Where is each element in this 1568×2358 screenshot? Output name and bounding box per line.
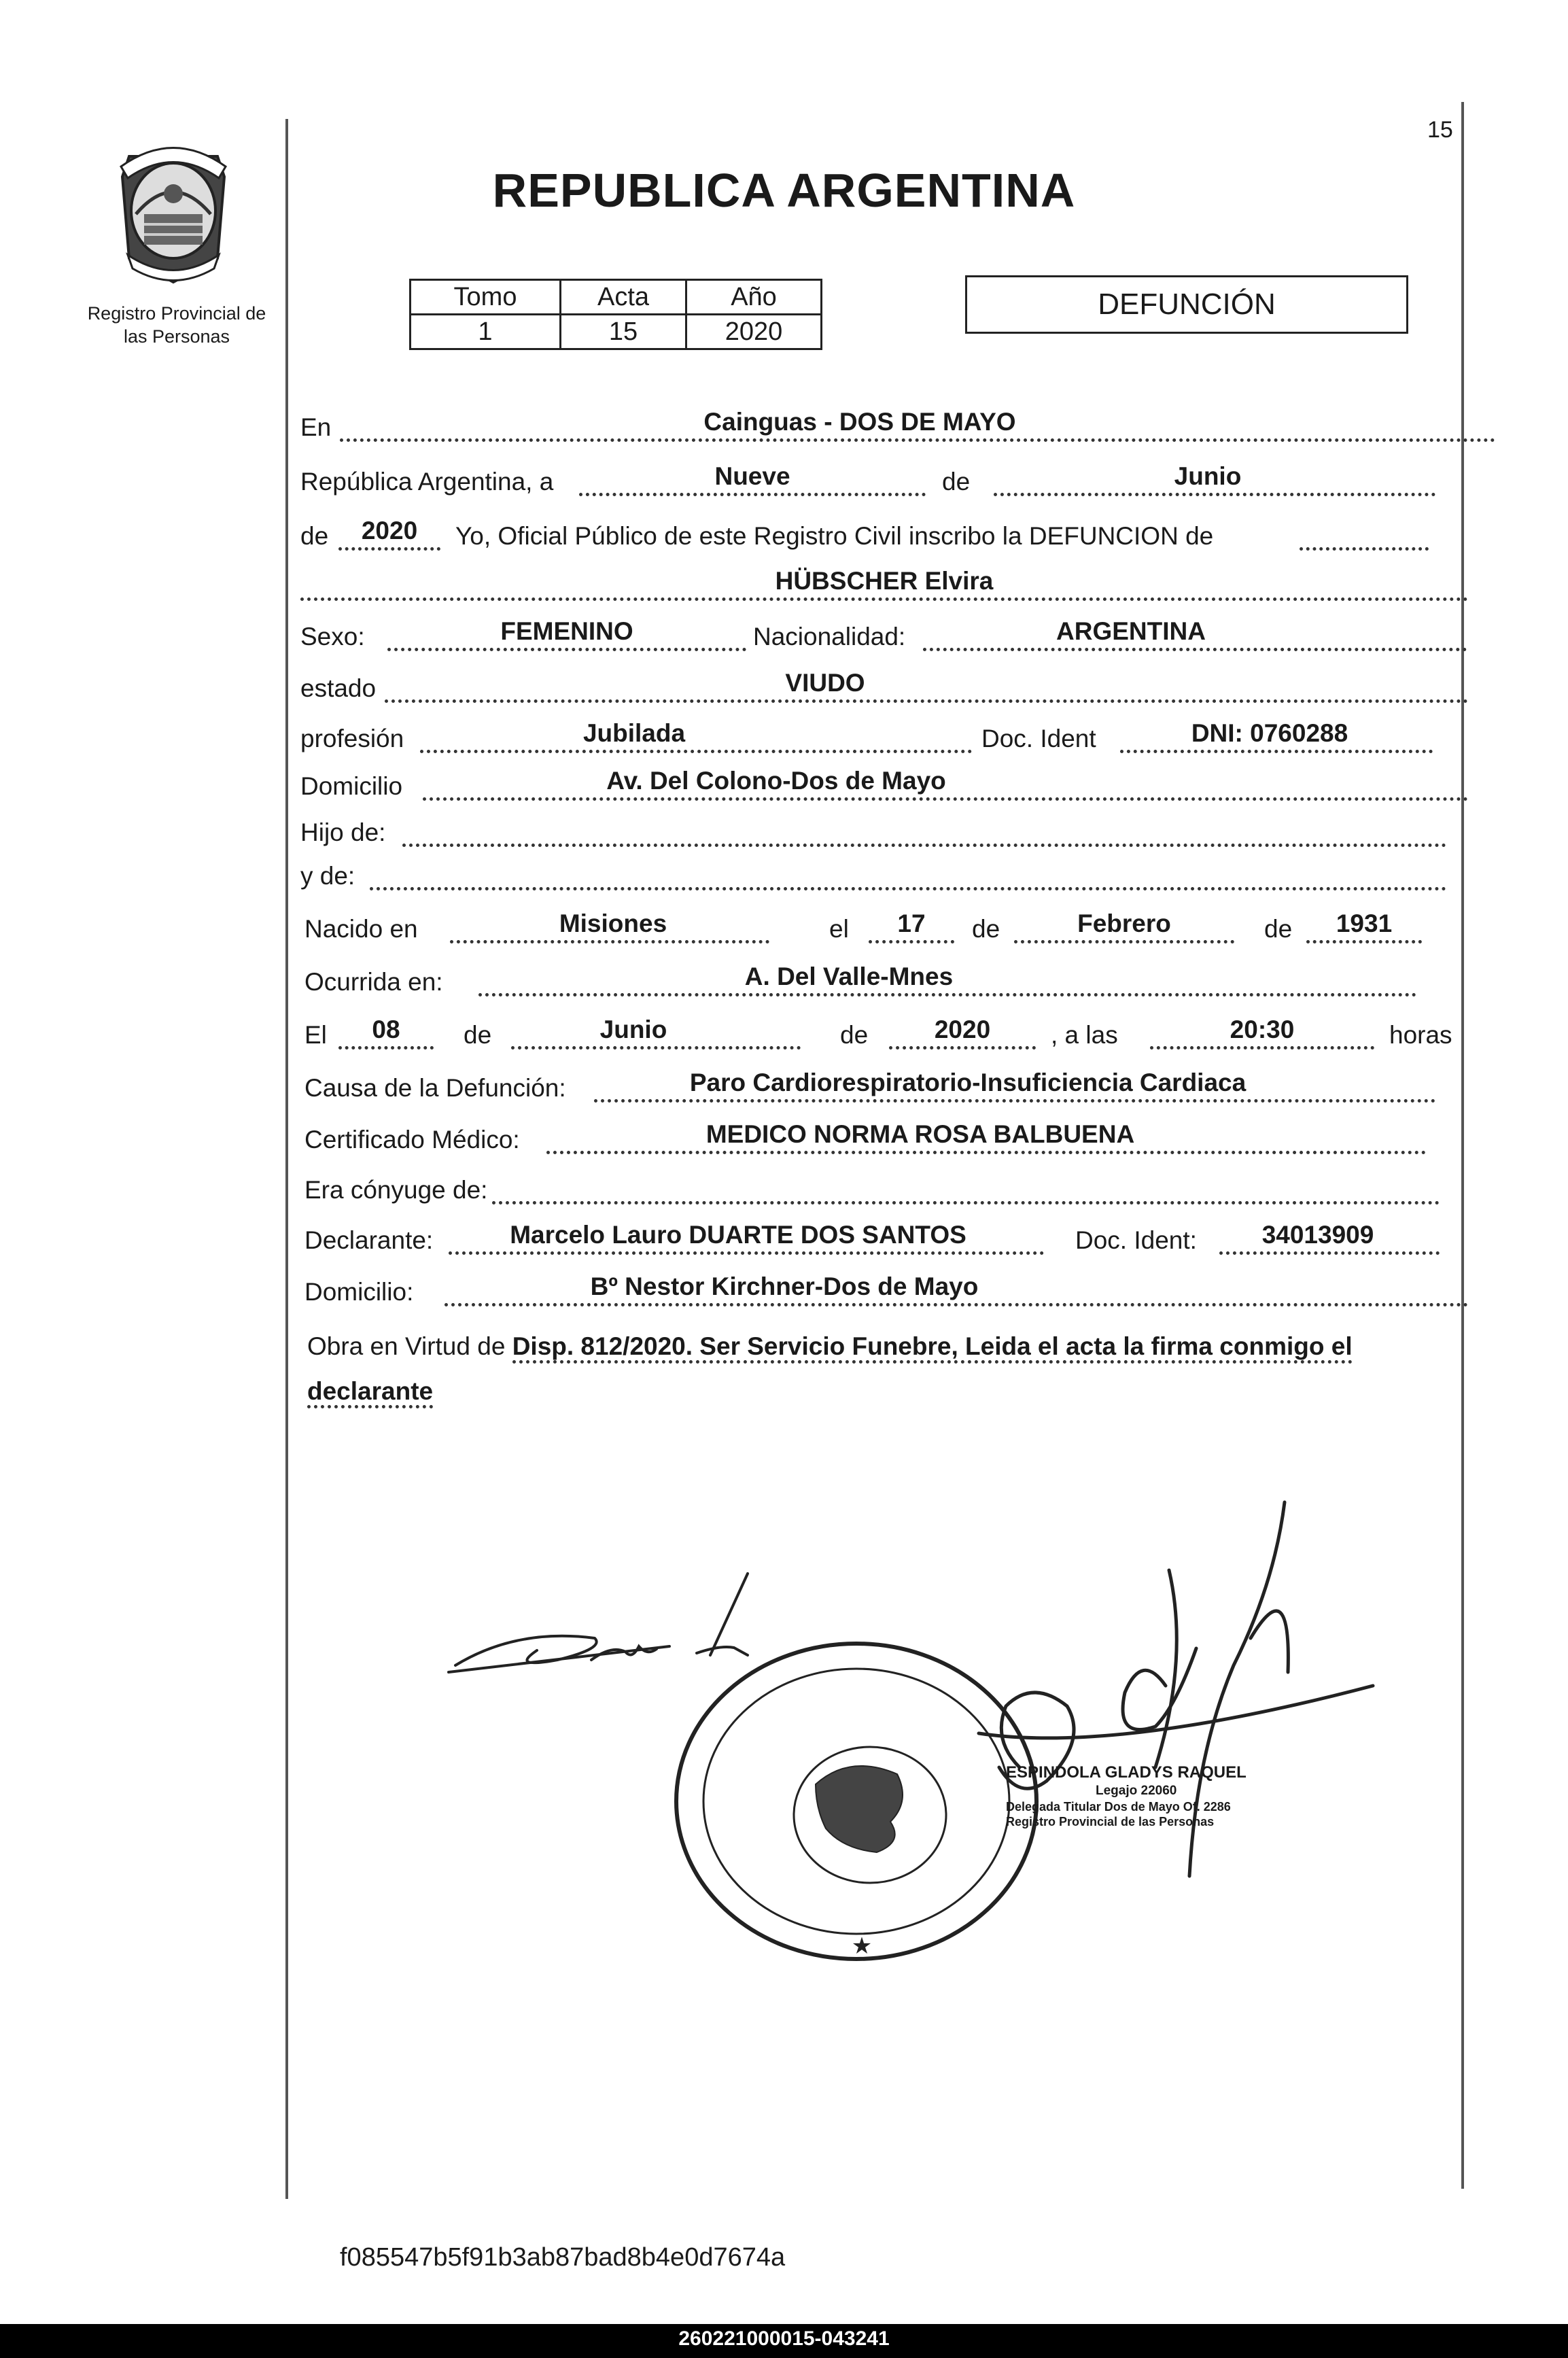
row-hijo: [300, 810, 1468, 851]
official-title: Delegada Titular Dos de Mayo Of. 2286: [1006, 1800, 1231, 1814]
nacido-dia-value: 17: [897, 909, 926, 937]
row-ocurrida: [300, 960, 1468, 1001]
declarant-signature: [449, 1574, 748, 1672]
row-causa: [300, 1066, 1468, 1107]
tomo-value: 1: [411, 315, 561, 349]
row-domicilio-declarante: [300, 1270, 1468, 1311]
registry-caption-line-2: las Personas: [123, 326, 230, 347]
el-upper-label: El: [304, 1021, 327, 1049]
estado-value: VIUDO: [785, 669, 865, 697]
official-registry: Registro Provincial de las Personas: [1006, 1815, 1215, 1828]
row-fecha: [300, 460, 1468, 500]
anio-value-text: 2020: [361, 517, 418, 544]
def-dia-value: 08: [372, 1016, 400, 1043]
certificado-value: MEDICO NORMA ROSA BALBUENA: [705, 1120, 1135, 1148]
republica-label: República Argentina, a: [300, 468, 554, 496]
row-conyuge: [300, 1168, 1468, 1209]
acta-header: Acta: [561, 280, 686, 315]
doc-value: DNI: 0760288: [1191, 719, 1348, 747]
nombre-value: HÜBSCHER Elvira: [775, 567, 994, 595]
sexo-value: FEMENINO: [500, 617, 633, 645]
nacido-anio-value: 1931: [1336, 909, 1393, 937]
conyuge-fill: [492, 1174, 1440, 1204]
estado-label: estado: [300, 674, 377, 702]
domicilio2-label: Domicilio:: [304, 1278, 414, 1306]
anio-header: Año: [686, 280, 822, 315]
registry-caption-line-1: Registro Provincial de: [87, 303, 266, 324]
def-mes-value: Junio: [599, 1016, 667, 1043]
row-nacido: [300, 907, 1468, 948]
certificado-label: Certificado Médico:: [304, 1126, 520, 1154]
obra-en-virtud: [307, 1324, 1469, 1414]
yde-label: y de:: [300, 862, 355, 890]
hijo-fill: [402, 816, 1446, 847]
nacionalidad-value: ARGENTINA: [1056, 617, 1206, 645]
dia-value: Nueve: [714, 462, 790, 490]
doc-label: Doc. Ident: [981, 725, 1096, 752]
page-number: 15: [1427, 117, 1453, 143]
inscribo-text: Yo, Oficial Público de este Registro Civil inscribo la DEFUNCION de: [455, 522, 1214, 550]
row-defuncion-fecha: [300, 1013, 1468, 1054]
declarante-doc-label: Doc. Ident:: [1075, 1226, 1197, 1254]
record-table: [409, 279, 822, 350]
yde-fill: [370, 860, 1446, 890]
official-name: ESPINDOLA GLADYS RAQUEL: [1006, 1763, 1247, 1782]
row-domicilio: [300, 764, 1468, 805]
svg-text:★: ★: [851, 1933, 873, 1959]
el-label: el: [829, 915, 849, 943]
obra-value: Disp. 812/2020. Ser Servicio Funebre, Leida el acta la firma conmigo el declarante: [307, 1332, 1353, 1408]
def-anio-value: 2020: [934, 1016, 991, 1043]
def-hora-value: 20:30: [1230, 1016, 1295, 1043]
nacido-lugar-value: Misiones: [559, 909, 667, 937]
row-sexo: [300, 614, 1468, 655]
row-en: [300, 405, 1468, 446]
de-label-6: de: [840, 1021, 869, 1049]
row-certificado: [300, 1117, 1468, 1158]
registry-caption: [68, 302, 285, 348]
de-label-5: de: [464, 1021, 492, 1049]
footer-code: 260221000015-043241: [678, 2327, 890, 2350]
nacido-label: Nacido en: [304, 915, 418, 943]
declarante-value: Marcelo Lauro DUARTE DOS SANTOS: [510, 1221, 966, 1249]
horas-label: horas: [1389, 1021, 1452, 1049]
left-margin-line: [285, 119, 288, 2199]
declarante-label: Declarante:: [304, 1226, 434, 1254]
domicilio-value: Av. Del Colono-Dos de Mayo: [606, 767, 946, 795]
acta-value: 15: [561, 315, 686, 349]
document-title: REPUBLICA ARGENTINA: [492, 164, 1076, 217]
causa-label: Causa de la Defunción:: [304, 1074, 566, 1102]
hijo-label: Hijo de:: [300, 818, 386, 846]
domicilio-label: Domicilio: [300, 772, 403, 800]
registry-seal: [676, 1644, 1036, 1959]
alas-label: , a las: [1051, 1021, 1118, 1049]
anio-value: 2020: [686, 315, 822, 349]
row-estado: [300, 666, 1468, 707]
official-legajo: Legajo 22060: [1096, 1784, 1177, 1798]
domicilio2-value: Bº Nestor Kirchner-Dos de Mayo: [590, 1272, 979, 1300]
conyuge-label: Era cónyuge de:: [304, 1176, 488, 1204]
declarante-doc-value: 34013909: [1261, 1221, 1374, 1249]
nacionalidad-label: Nacionalidad:: [753, 623, 906, 651]
de-label-2: de: [300, 522, 329, 550]
profesion-label: profesión: [300, 725, 404, 752]
record-type-box: DEFUNCIÓN: [965, 275, 1408, 334]
ocurrida-label: Ocurrida en:: [304, 968, 443, 996]
obra-label: Obra en Virtud de: [307, 1332, 506, 1360]
tomo-header: Tomo: [411, 280, 561, 315]
de-label-3: de: [972, 915, 1000, 943]
row-profesion: [300, 716, 1468, 757]
de-label-4: de: [1264, 915, 1293, 943]
row-yde: [300, 854, 1468, 895]
de-label-1: de: [942, 468, 971, 496]
ocurrida-value: A. Del Valle-Mnes: [744, 963, 954, 990]
document-hash: f085547b5f91b3ab87bad8b4e0d7674a: [340, 2243, 786, 2272]
signatures-and-seal: [435, 1482, 1482, 1971]
inscribo-fill: [1300, 520, 1429, 551]
en-value: Cainguas - DOS DE MAYO: [703, 408, 1016, 436]
nacido-mes-value: Febrero: [1077, 909, 1171, 937]
row-inscribo: [300, 514, 1468, 555]
en-label: En: [300, 413, 332, 441]
causa-value: Paro Cardiorespiratorio-Insuficiencia Cardiaca: [689, 1069, 1247, 1096]
sexo-label: Sexo:: [300, 623, 365, 651]
profesion-value: Jubilada: [582, 719, 686, 747]
row-nombre: [300, 564, 1468, 605]
mes-value: Junio: [1174, 462, 1242, 490]
row-declarante: [300, 1218, 1468, 1259]
